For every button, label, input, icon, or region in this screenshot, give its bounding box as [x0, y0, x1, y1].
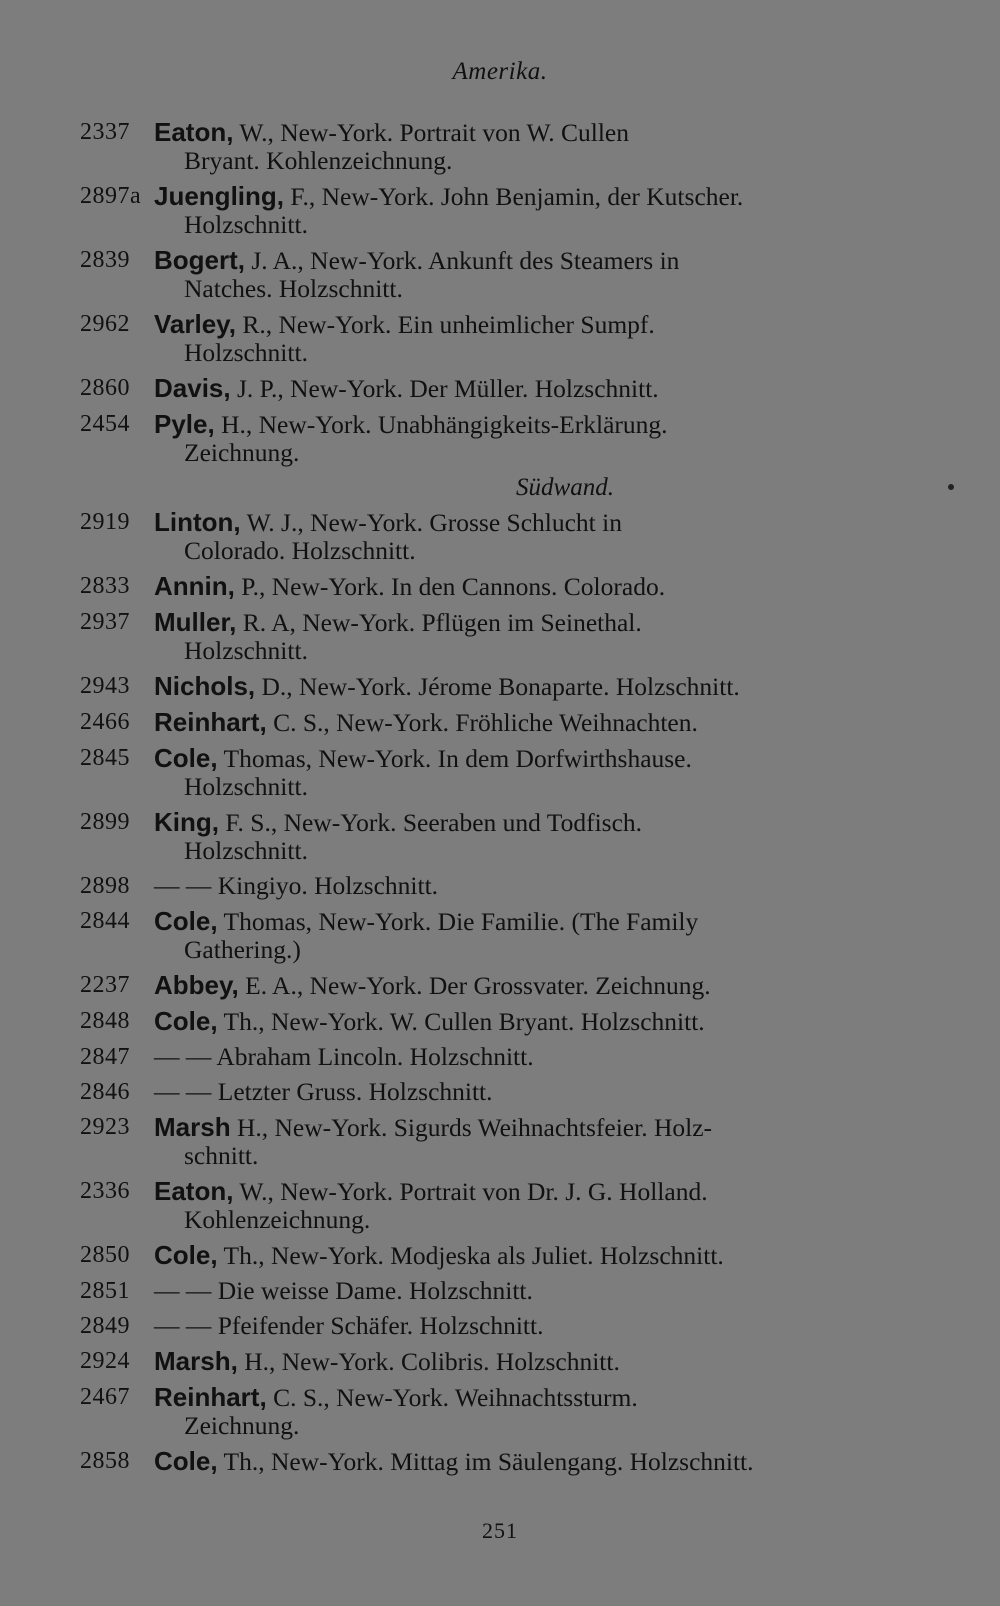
- entry-description: — — Kingiyo. Holzschnitt.: [154, 871, 439, 900]
- entry-text: [154, 744, 880, 773]
- entry-description: R. A, New-York. Pflügen im Seinethal.: [242, 608, 642, 637]
- catalogue-entry: [80, 1007, 880, 1036]
- entry-description: W., New-York. Portrait von W. Cullen: [239, 118, 629, 147]
- entry-text: [154, 1177, 880, 1206]
- entry-text: [154, 708, 880, 737]
- catalogue-entry: [80, 1177, 880, 1234]
- catalogue-entry: [80, 118, 880, 175]
- artist-name: Linton,: [154, 507, 241, 537]
- entry-description: C. S., New-York. Weihnachtssturm.: [273, 1383, 638, 1412]
- entry-description: F., New-York. John Benjamin, der Kutscher.: [290, 182, 744, 211]
- entry-number: 2851: [80, 1278, 130, 1304]
- entry-number: 2849: [80, 1313, 130, 1339]
- entry-text: [154, 1078, 880, 1106]
- entry-continuation: Holzschnitt.: [184, 210, 308, 239]
- entry-number: 2937: [80, 609, 130, 635]
- entry-text: [154, 572, 880, 601]
- entry-continuation: Holzschnitt.: [184, 636, 308, 665]
- entry-continuation: Natches. Holzschnitt.: [184, 274, 403, 303]
- entry-text: [154, 1241, 880, 1270]
- entry-description: Th., New-York. Modjeska als Juliet. Holzschnitt.: [223, 1241, 724, 1270]
- entry-number: 2923: [80, 1114, 130, 1140]
- entry-number: 2846: [80, 1079, 130, 1105]
- entry-number: 2337: [80, 119, 130, 145]
- entry-text: [154, 1113, 880, 1142]
- entry-text: [154, 1007, 880, 1036]
- catalogue-entry: [80, 1447, 880, 1476]
- catalogue-entry: [80, 1078, 880, 1106]
- catalogue-entry: [80, 744, 880, 801]
- entry-number: 2899: [80, 809, 130, 835]
- entry-number: 2848: [80, 1008, 130, 1034]
- entry-number: 2924: [80, 1348, 130, 1374]
- entry-description: R., New-York. Ein unheimlicher Sumpf.: [242, 310, 655, 339]
- entry-number: 2897a: [80, 183, 142, 209]
- catalogue-entry: [80, 310, 880, 367]
- catalogue-entry: [80, 1113, 880, 1170]
- entry-continuation: schnitt.: [184, 1141, 259, 1170]
- artist-name: Cole,: [154, 1006, 218, 1036]
- artist-name: Reinhart,: [154, 1382, 267, 1412]
- entry-number: 2962: [80, 311, 130, 337]
- entry-continuation: Holzschnitt.: [184, 338, 308, 367]
- artist-name: Varley,: [154, 309, 236, 339]
- catalogue-entries: [80, 118, 880, 1483]
- entry-continuation: Bryant. Kohlenzeichnung.: [184, 146, 453, 175]
- entry-continuation: Holzschnitt.: [184, 772, 308, 801]
- entry-text: [154, 672, 880, 701]
- entry-description: W. J., New-York. Grosse Schlucht in: [246, 508, 622, 537]
- entry-number: 2860: [80, 375, 130, 401]
- catalogue-entry: [80, 246, 880, 303]
- entry-text: [154, 1312, 880, 1340]
- entry-number: 2336: [80, 1178, 130, 1204]
- catalogue-entry: [80, 808, 880, 865]
- catalogue-entry: [80, 872, 880, 900]
- running-head: Amerika.: [452, 58, 548, 85]
- entry-description: H., New-York. Colibris. Holzschnitt.: [244, 1347, 620, 1376]
- entry-text: [154, 508, 880, 537]
- entry-text: [154, 808, 880, 837]
- catalogue-entry: [80, 508, 880, 565]
- entry-continuation: Zeichnung.: [184, 1411, 300, 1440]
- artist-name: Cole,: [154, 906, 218, 936]
- entry-text: [154, 246, 880, 275]
- catalogue-entry: [80, 608, 880, 665]
- catalogue-entry: [80, 1383, 880, 1440]
- entry-text: [154, 971, 880, 1000]
- entry-number: 2844: [80, 908, 130, 934]
- entry-continuation: Colorado. Holzschnitt.: [184, 536, 416, 565]
- artist-name: Annin,: [154, 571, 235, 601]
- entry-number: 2898: [80, 873, 130, 899]
- entry-continuation: Kohlenzeichnung.: [184, 1205, 371, 1234]
- entry-description: — — Die weisse Dame. Holzschnitt.: [154, 1276, 533, 1305]
- artist-name: Bogert,: [154, 245, 245, 275]
- entry-description: — — Abraham Lincoln. Holzschnitt.: [154, 1042, 534, 1071]
- entry-description: Thomas, New-York. In dem Dorfwirthshause.: [223, 744, 692, 773]
- artist-name: Pyle,: [154, 409, 215, 439]
- entry-description: Th., New-York. W. Cullen Bryant. Holzschnitt.: [223, 1007, 705, 1036]
- entry-description: J. P., New-York. Der Müller. Holzschnitt.: [236, 374, 659, 403]
- entry-text: [154, 182, 880, 211]
- artist-name: Cole,: [154, 743, 218, 773]
- entry-description: D., New-York. Jérome Bonaparte. Holzschnitt.: [261, 672, 740, 701]
- entry-text: [154, 1347, 880, 1376]
- artist-name: Eaton,: [154, 117, 234, 147]
- entry-continuation: Zeichnung.: [184, 438, 300, 467]
- entry-number: 2919: [80, 509, 130, 535]
- entry-number: 2237: [80, 972, 130, 998]
- ink-speck: [948, 484, 954, 490]
- catalogue-entry: [80, 1277, 880, 1305]
- entry-description: H., New-York. Sigurds Weihnachtsfeier. Holz-: [236, 1113, 713, 1142]
- entry-text: [154, 118, 880, 147]
- catalogue-entry: [80, 1312, 880, 1340]
- entry-description: P., New-York. In den Cannons. Colorado.: [241, 572, 666, 601]
- artist-name: Marsh,: [154, 1346, 238, 1376]
- artist-name: King,: [154, 807, 219, 837]
- catalogue-entry: [80, 907, 880, 964]
- artist-name: Juengling,: [154, 181, 284, 211]
- entry-description: E. A., New-York. Der Grossvater. Zeichnung.: [245, 971, 711, 1000]
- entry-number: 2466: [80, 709, 130, 735]
- entry-number: 2467: [80, 1384, 130, 1410]
- catalogue-entry: [80, 182, 880, 239]
- entry-description: Thomas, New-York. Die Familie. (The Family: [223, 907, 699, 936]
- artist-name: Cole,: [154, 1240, 218, 1270]
- entry-number: 2850: [80, 1242, 130, 1268]
- entry-number: 2943: [80, 673, 130, 699]
- entry-number: 2839: [80, 247, 130, 273]
- artist-name: Abbey,: [154, 970, 239, 1000]
- catalogue-entry: [80, 971, 880, 1000]
- entry-text: [154, 872, 880, 900]
- entry-number: 2858: [80, 1448, 130, 1474]
- artist-name: Nichols,: [154, 671, 256, 701]
- section-heading: Südwand.: [516, 474, 614, 501]
- entry-number: 2454: [80, 411, 130, 437]
- entry-text: [154, 1383, 880, 1412]
- entry-description: C. S., New-York. Fröhliche Weihnachten.: [273, 708, 698, 737]
- entry-description: — — Pfeifender Schäfer. Holzschnitt.: [154, 1311, 544, 1340]
- artist-name: Muller,: [154, 607, 237, 637]
- artist-name: Reinhart,: [154, 707, 267, 737]
- entry-number: 2845: [80, 745, 130, 771]
- catalogue-entry: [80, 410, 880, 467]
- entry-text: [154, 1277, 880, 1305]
- catalogue-entry: [80, 1347, 880, 1376]
- entry-number: 2833: [80, 573, 130, 599]
- entry-text: [154, 410, 880, 439]
- entry-text: [154, 374, 880, 403]
- entry-text: [154, 1043, 880, 1071]
- entry-number: 2847: [80, 1044, 130, 1070]
- catalogue-entry: [80, 708, 880, 737]
- entry-description: J. A., New-York. Ankunft des Steamers in: [251, 246, 680, 275]
- entry-description: H., New-York. Unabhängigkeits-Erklärung.: [221, 410, 668, 439]
- artist-name: Davis,: [154, 373, 231, 403]
- catalogue-entry: [80, 572, 880, 601]
- entry-text: [154, 1447, 880, 1476]
- artist-name: Cole,: [154, 1446, 218, 1476]
- entry-text: [154, 310, 880, 339]
- catalogue-entry: [80, 1241, 880, 1270]
- entry-continuation: Holzschnitt.: [184, 836, 308, 865]
- entry-text: [154, 907, 880, 936]
- entry-description: — — Letzter Gruss. Holzschnitt.: [154, 1077, 493, 1106]
- entry-description: F. S., New-York. Seeraben und Todfisch.: [225, 808, 643, 837]
- artist-name: Marsh: [154, 1112, 231, 1142]
- entry-description: W., New-York. Portrait von Dr. J. G. Holland.: [239, 1177, 708, 1206]
- entry-continuation: Gathering.): [184, 935, 301, 964]
- entry-text: [154, 608, 880, 637]
- catalogue-entry: [80, 374, 880, 403]
- catalogue-entry: [80, 672, 880, 701]
- page-number: 251: [482, 1518, 518, 1543]
- artist-name: Eaton,: [154, 1176, 234, 1206]
- catalogue-entry: [80, 1043, 880, 1071]
- entry-description: Th., New-York. Mittag im Säulengang. Holzschnitt.: [223, 1447, 754, 1476]
